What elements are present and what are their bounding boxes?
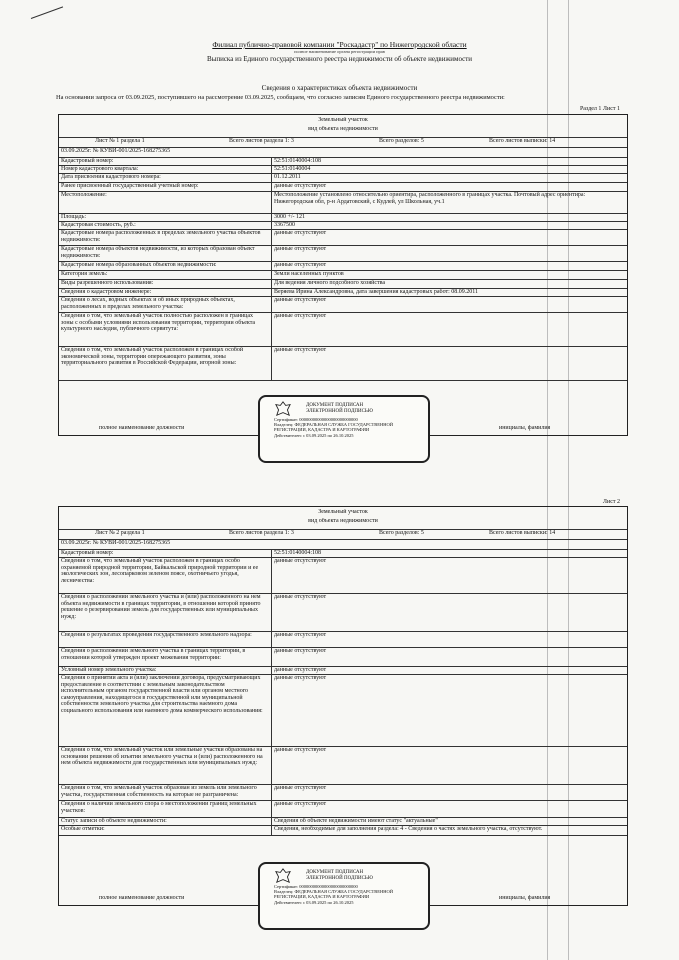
column-divider — [271, 825, 272, 835]
stamp-details: Сертификат: 00000000000000000000000000 Владелец: ФЕДЕРАЛЬНАЯ СЛУЖБА ГОСУДАРСТВЕННОЙ РЕГИСТРАЦИИ, КАДАСТРА И КАРТОГРАФИИ Действителен: с 03.09.2025 по 26.10.2025 — [274, 417, 394, 438]
column-divider — [271, 296, 272, 312]
row-value: данные отсутствуют — [274, 747, 327, 753]
row-label: Сведения о том, что земельный участок образован из земель или земельного участка, государственная собственность на которые не разграничена: — [61, 785, 257, 798]
table-row — [59, 245, 627, 262]
column-divider — [271, 191, 272, 213]
row-label: Сведения о лесах, водных объектах и об иных природных объектах, расположенных в пределах земельного участка: — [61, 297, 235, 310]
table-row — [59, 557, 627, 594]
sheet2-corner: Лист 2 — [602, 499, 620, 505]
row-value: 01.12.2011 — [274, 174, 301, 180]
row-value: данные отсутствуют — [274, 675, 327, 681]
document-title: Выписка из Единого государственного реестра недвижимости об объекте недвижимости — [206, 55, 473, 63]
issuing-organization: Филиал публично-правовой компании "Роскадастр" по Нижегородской области — [212, 40, 467, 49]
column-divider — [271, 261, 272, 270]
column-divider — [271, 312, 272, 346]
row-label: Сведения о принятии акта и (или) заключении договора, предусматривающих предоставление в соответствии с земельным законодательством исполнительным органом государственной власти или органом местного самоуправления, находящегося в государственной или муниципальной собственности земельного участка для строительства наемного дома социального использования или наемного дома коммерческого использования: — [61, 675, 263, 714]
column-divider — [271, 647, 272, 666]
meta-section-sheets: Всего листов раздела 1: 3 — [229, 138, 294, 144]
column-divider — [271, 213, 272, 221]
row-label: Кадастровые номера образованных объектов недвижимости: — [61, 262, 217, 268]
signature-position: полное наименование должности — [99, 425, 185, 431]
row-value: Местоположение установлено относительно ориентира, расположенного в границах участка. Почтовый адрес ориентира: Нижегородская обл, р-н Ардатовский, с Кудлей, ул Школьная, уч.1 — [274, 192, 586, 205]
meta-total-sections: Всего разделов: 5 — [379, 138, 424, 144]
column-divider — [271, 593, 272, 631]
row-value: данные отсутствуют — [274, 297, 327, 303]
row-value: данные отсутствуют — [274, 594, 327, 600]
column-divider — [271, 674, 272, 746]
column-divider — [271, 270, 272, 279]
table-row — [59, 825, 627, 836]
meta-total-sheets: Всего листов выписки: 14 — [489, 138, 556, 144]
row-label: Сведения о результатах проведения государственного земельного надзора: — [61, 632, 252, 638]
row-label: Сведения о том, что земельный участок расположен в границах особо охраняемой природной территории, Байкальской природной территории и ее экологических зон, лесопарковом зеленом поясе, охотничьего угодья, лесничества: — [61, 558, 259, 584]
column-divider — [271, 165, 272, 173]
row-value: данные отсутствуют — [274, 230, 327, 236]
row-value: Сведения об объекте недвижимости имеют статус "актуальные" — [274, 818, 438, 824]
table-row — [59, 784, 627, 801]
row-value: данные отсутствуют — [274, 558, 327, 564]
signature-name: инициалы, фамилия — [499, 425, 551, 431]
column-divider — [271, 288, 272, 296]
row-value: Земли населенных пунктов — [274, 271, 344, 277]
row-value: данные отсутствуют — [274, 801, 327, 807]
column-divider — [271, 784, 272, 800]
table-row — [59, 312, 627, 347]
column-divider — [271, 557, 272, 593]
row-label: Местоположение: — [61, 192, 107, 198]
row-value: данные отсутствуют — [274, 313, 327, 319]
stamp-details: Сертификат: 00000000000000000000000000 Владелец: ФЕДЕРАЛЬНАЯ СЛУЖБА ГОСУДАРСТВЕННОЙ РЕГИСТРАЦИИ, КАДАСТРА И КАРТОГРАФИИ Действителен: с 03.09.2025 по 26.10.2025 — [274, 884, 394, 905]
row-label: Кадастровый номер: — [61, 550, 114, 556]
row-value: Веряева Ирина Александровна, дата завершения кадастровых работ: 08.09.2011 — [274, 289, 479, 295]
row-label: Сведения о кадастровом инженере: — [61, 289, 152, 295]
column-divider — [271, 173, 272, 182]
object-type-caption: вид объекта недвижимости — [308, 518, 378, 524]
meta-section-sheets: Всего листов раздела 1: 3 — [229, 530, 294, 536]
column-divider — [271, 346, 272, 380]
row-label: Номер кадастрового квартала: — [61, 166, 139, 172]
column-divider — [271, 182, 272, 191]
table-row — [59, 746, 627, 785]
row-label: Дата присвоения кадастрового номера: — [61, 174, 161, 180]
row-label: Виды разрешенного использования: — [61, 280, 154, 286]
column-divider — [271, 245, 272, 261]
row-label: Категория земель: — [61, 271, 108, 277]
column-divider — [271, 817, 272, 825]
column-divider — [271, 631, 272, 647]
stamp-title: ДОКУМЕНТ ПОДПИСАН ЭЛЕКТРОННОЙ ПОДПИСЬЮ — [306, 870, 373, 881]
row-label: Сведения о том, что земельный участок или земельные участки образованы на основании решения об изъятии земельного участка и (или) расположенного на нем объекта недвижимости для государственных или муниципальных нужд: — [61, 747, 263, 767]
section-title: Сведения о характеристиках объекта недвижимости — [261, 84, 418, 92]
issuing-organization-caption: полное наименование органа регистрации прав — [294, 49, 385, 54]
meta-sheet-number: Лист № 2 раздела 1 — [95, 530, 145, 536]
table-row — [59, 593, 627, 632]
row-label: Условный номер земельного участка: — [61, 667, 157, 673]
row-label: Сведения о том, что земельный участок полностью расположен в границах зоны с особыми условиями использования территории, территории объекта культурного наследия, публичного сервитута: — [61, 313, 256, 333]
row-value: 3367500 — [274, 222, 295, 228]
column-divider — [271, 746, 272, 784]
table-row — [59, 800, 627, 818]
column-divider — [271, 221, 272, 229]
row-label: Сведения о расположении земельного участка в границах территории, в отношении которой утвержден проект межевания территории: — [61, 648, 246, 661]
row-label: Сведения о том, что земельный участок расположен в границах особой экономической зоны, территории опережающего развития, зоны территориального развития в Российской Федерации, игорной зоны: — [61, 347, 244, 367]
meta-sheet-number: Лист № 1 раздела 1 — [95, 138, 145, 144]
sheet1-object-header — [59, 115, 627, 138]
table-row — [59, 631, 627, 648]
record-number: 03.09.2025г. № КУВИ-001/2025-168275365 — [61, 148, 171, 154]
row-value: 52:51:0140004:108 — [274, 158, 322, 164]
row-value: Для ведения личного подсобного хозяйства — [274, 280, 386, 286]
row-label: Ранее присвоенный государственный учетный номер: — [61, 183, 199, 189]
meta-total-sheets: Всего листов выписки: 14 — [489, 530, 556, 536]
table-row — [59, 191, 627, 214]
row-value: 3000 +/- 121 — [274, 214, 306, 220]
row-label: Статус записи об объекте недвижимости: — [61, 818, 167, 824]
row-label: Кадастровый номер: — [61, 158, 114, 164]
row-label: Кадастровые номера объектов недвижимости, из которых образован объект недвижимости: — [61, 246, 255, 259]
row-value: данные отсутствуют — [274, 785, 327, 791]
row-value: данные отсутствуют — [274, 246, 327, 252]
object-type: Земельный участок — [318, 117, 368, 123]
row-label: Сведения о расположении земельного участка и (или) расположенного на нем объекта недвижимости в границах территории, в отношении которой принято решение о резервировании земель для государственных или муниципальных нужд: — [61, 594, 261, 620]
row-value: данные отсутствуют — [274, 183, 327, 189]
row-value: данные отсутствуют — [274, 648, 327, 654]
column-divider — [271, 157, 272, 165]
coat-of-arms-icon — [274, 868, 292, 884]
coat-of-arms-icon — [274, 401, 292, 417]
row-value: данные отсутствуют — [274, 262, 327, 268]
row-value: Сведения, необходимые для заполнения раздела: 4 - Сведения о частях земельного участка, отсутствуют. — [274, 826, 543, 832]
row-label: Особые отметки: — [61, 826, 105, 832]
signature-name: инициалы, фамилия — [499, 895, 551, 901]
table-row — [59, 674, 627, 747]
sheet1-table — [58, 114, 628, 436]
row-value: 52:51:0140004:108 — [274, 550, 322, 556]
row-label: Кадастровая стоимость, руб.: — [61, 222, 136, 228]
row-label: Сведения о наличии земельного спора о местоположении границ земельных участков: — [61, 801, 257, 814]
column-divider — [271, 666, 272, 674]
table-row — [59, 296, 627, 313]
column-divider — [271, 800, 272, 817]
table-row — [59, 346, 627, 381]
sheet1-corner: Раздел 1 Лист 1 — [579, 106, 620, 112]
sheet2-table — [58, 506, 628, 906]
column-divider — [271, 549, 272, 557]
table-row — [59, 647, 627, 667]
record-number: 03.09.2025г. № КУВИ-001/2025-168275365 — [61, 540, 171, 546]
pen-mark — [31, 6, 63, 19]
object-type: Земельный участок — [318, 509, 368, 515]
electronic-signature-stamp-1 — [258, 395, 430, 463]
intro-text: На основании запроса от 03.09.2025, поступившего на рассмотрение 03.09.2025, сообщаем, что согласно записям Единого государственного реестра недвижимости: — [56, 94, 505, 101]
table-row — [59, 229, 627, 246]
row-value: данные отсутствуют — [274, 632, 327, 638]
sheet2-object-header — [59, 507, 627, 530]
column-divider — [271, 279, 272, 288]
column-divider — [271, 229, 272, 245]
row-value: 52:51:0140004 — [274, 166, 311, 172]
row-value: данные отсутствуют — [274, 347, 327, 353]
row-label: Кадастровые номера расположенных в пределах земельного участка объектов недвижимости: — [61, 230, 261, 243]
row-value: данные отсутствуют — [274, 667, 327, 673]
meta-total-sections: Всего разделов: 5 — [379, 530, 424, 536]
signature-position: полное наименование должности — [99, 895, 185, 901]
object-type-caption: вид объекта недвижимости — [308, 126, 378, 132]
row-label: Площадь: — [61, 214, 87, 220]
electronic-signature-stamp-2 — [258, 862, 430, 930]
stamp-title: ДОКУМЕНТ ПОДПИСАН ЭЛЕКТРОННОЙ ПОДПИСЬЮ — [306, 403, 373, 414]
